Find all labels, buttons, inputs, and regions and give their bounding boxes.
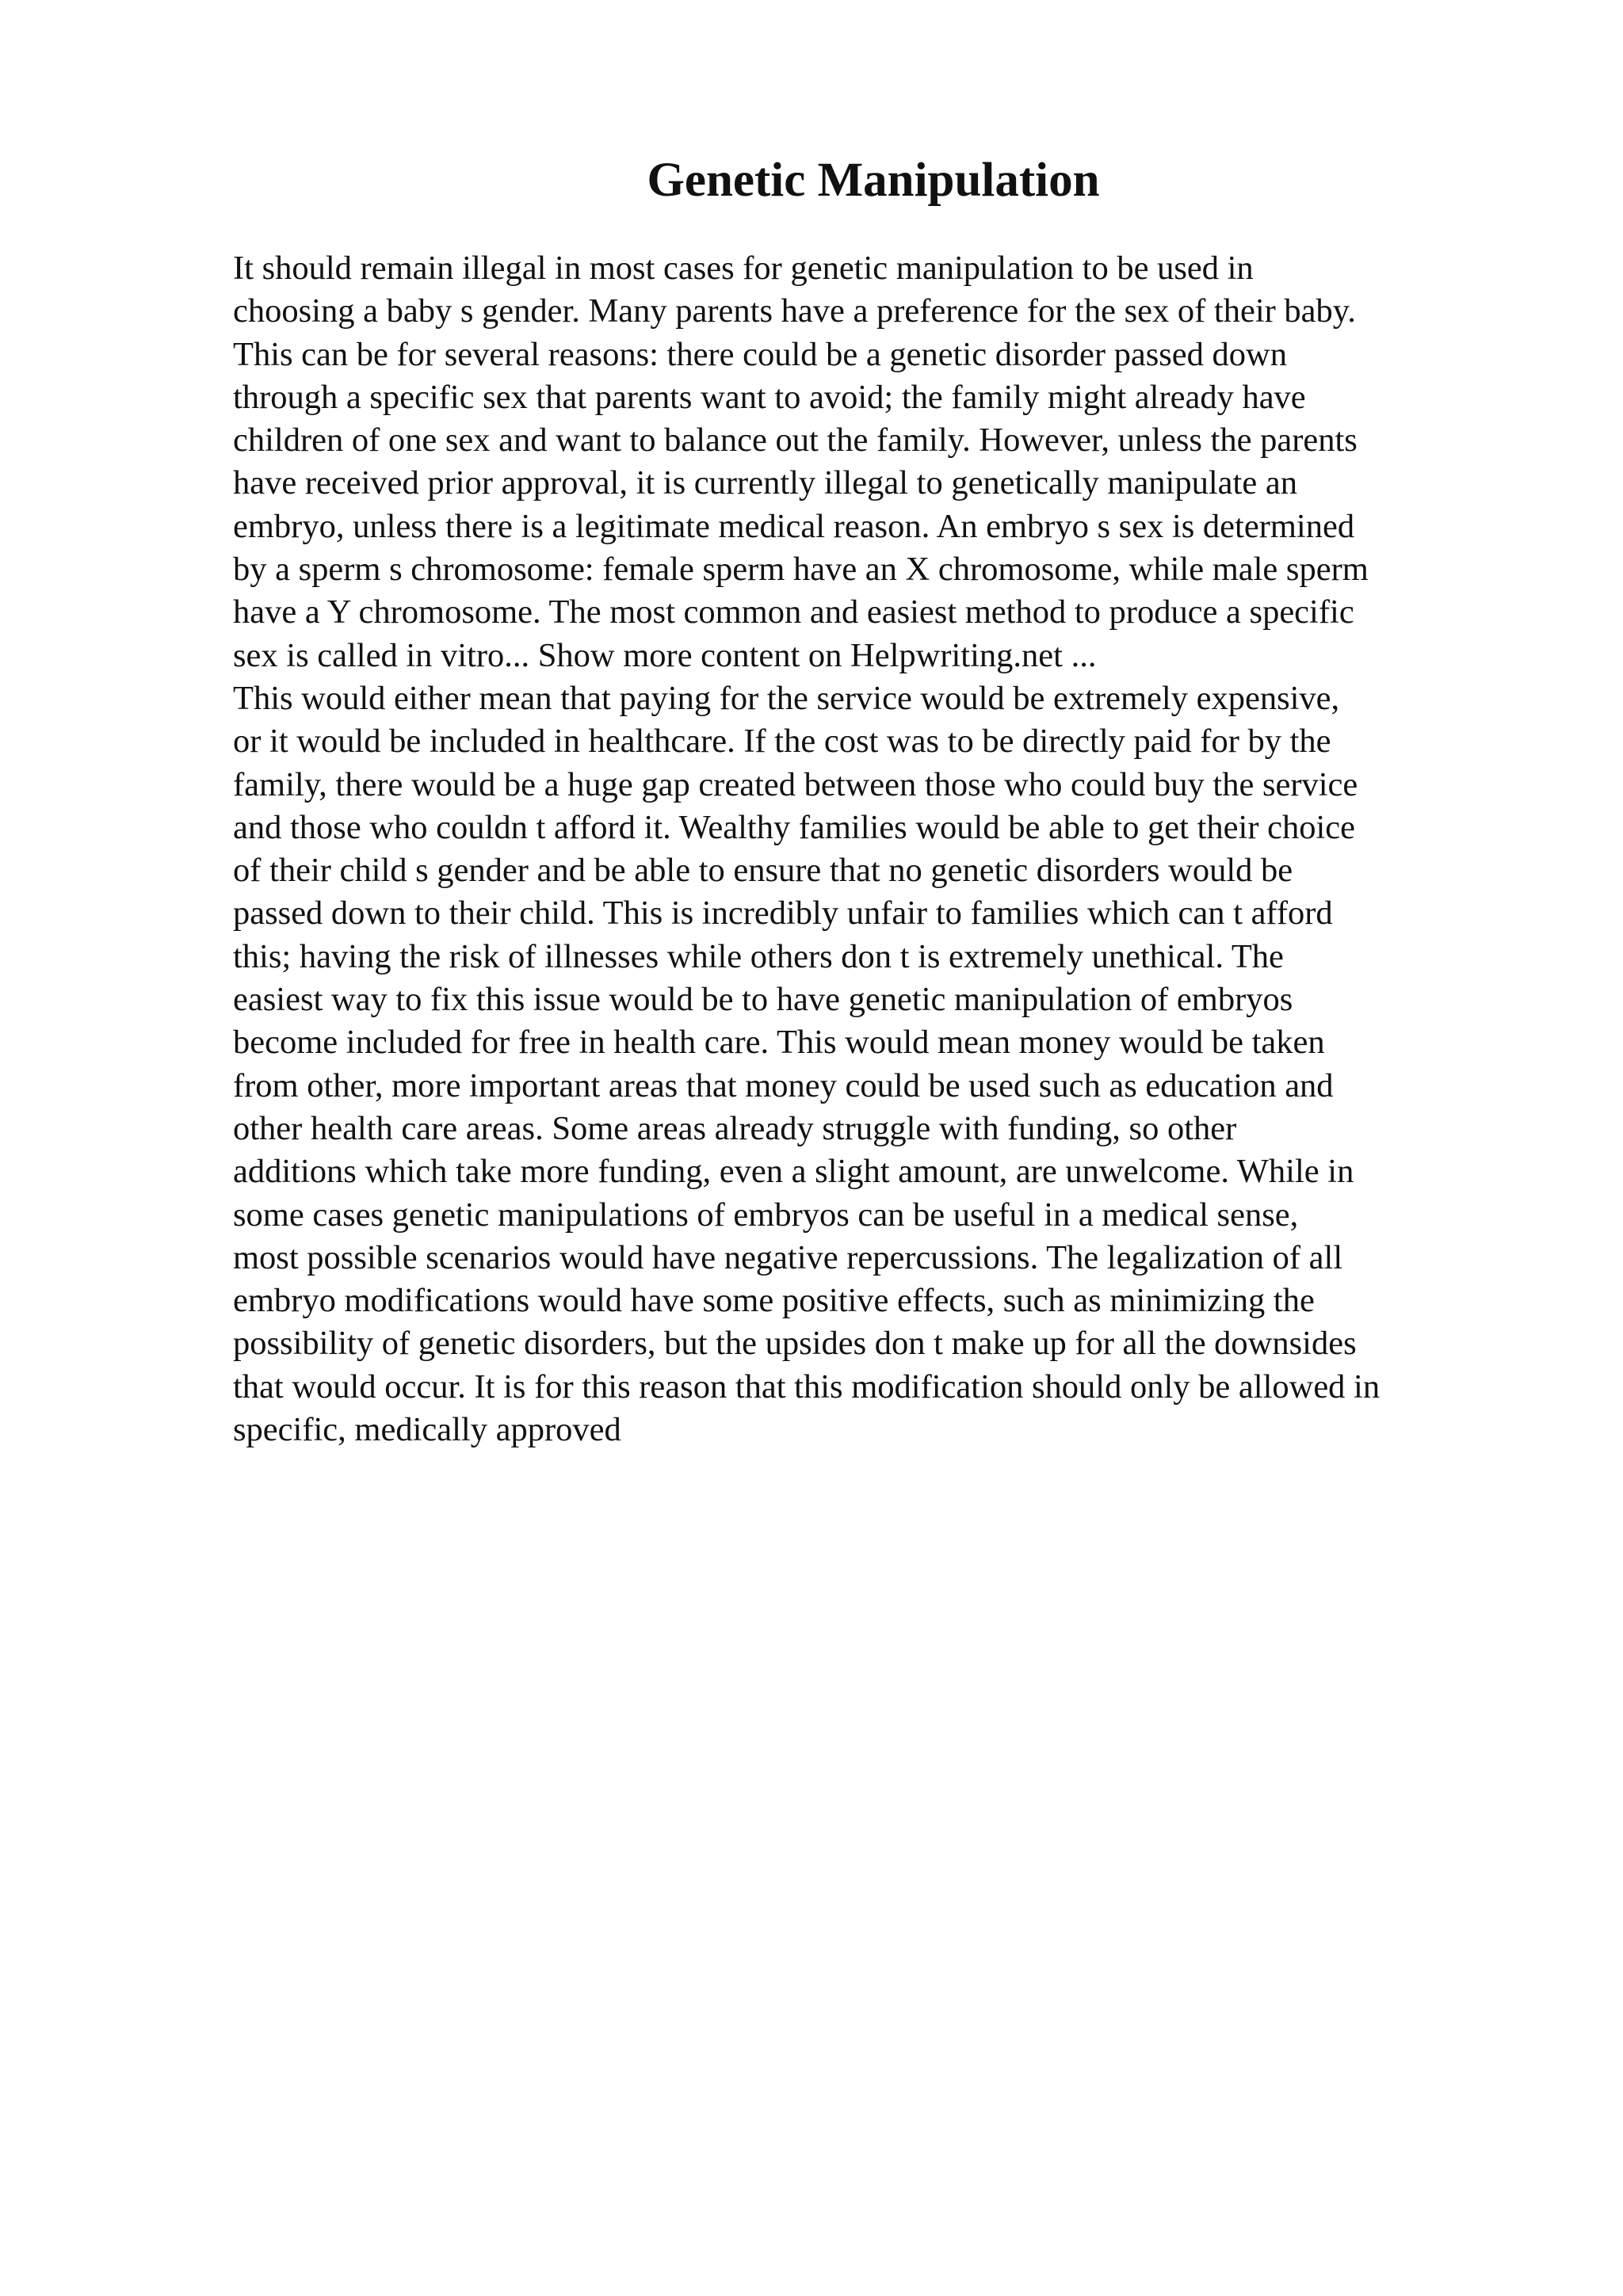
- body-line: of their child s gender and be able to ensure that no genetic disorders would be: [233, 852, 1293, 890]
- body-line: or it would be included in healthcare. If the cost was to be directly paid for by the: [233, 723, 1331, 761]
- body-line: embryo, unless there is a legitimate medical reason. An embryo s sex is determined: [233, 507, 1355, 545]
- body-line: by a sperm s chromosome: female sperm have an X chromosome, while male sperm: [233, 551, 1369, 589]
- body-line: This can be for several reasons: there could be a genetic disorder passed down: [233, 335, 1287, 373]
- body-line: become included for free in health care. This would mean money would be taken: [233, 1024, 1325, 1062]
- body-line: specific, medically approved: [233, 1411, 621, 1449]
- body-line: have a Y chromosome. The most common and easiest method to produce a specific: [233, 593, 1354, 631]
- body-line: possibility of genetic disorders, but the upsides don t make up for all the downsides: [233, 1325, 1357, 1363]
- body-line: that would occur. It is for this reason that this modification should only be allowed in: [233, 1367, 1381, 1405]
- body-line: embryo modifications would have some positive effects, such as minimizing the: [233, 1282, 1315, 1320]
- body-line: choosing a baby s gender. Many parents have a preference for the sex of their baby.: [233, 292, 1356, 330]
- body-line: have received prior approval, it is currently illegal to genetically manipulate an: [233, 464, 1297, 502]
- body-line: sex is called in vitro... Show more content on Helpwriting.net ...: [233, 636, 1097, 674]
- body-line: from other, more important areas that money could be used such as education and: [233, 1066, 1334, 1104]
- body-line: additions which take more funding, even a slight amount, are unwelcome. While in: [233, 1153, 1354, 1191]
- body-line: It should remain illegal in most cases for genetic manipulation to be used in: [233, 250, 1254, 287]
- body-line: this; having the risk of illnesses while others don t is extremely unethical. The: [233, 937, 1284, 975]
- body-line: passed down to their child. This is incredibly unfair to families which can t afford: [233, 894, 1333, 933]
- document-body: [233, 247, 1533, 1451]
- body-line: through a specific sex that parents want to avoid; the family might already have: [233, 378, 1306, 416]
- body-line: children of one sex and want to balance out the family. However, unless the parents: [233, 421, 1358, 460]
- body-line: other health care areas. Some areas already struggle with funding, so other: [233, 1109, 1237, 1147]
- body-line: family, there would be a huge gap created between those who could buy the service: [233, 765, 1358, 803]
- body-line: and those who couldn t afford it. Wealthy families would be able to get their choice: [233, 808, 1356, 846]
- body-line: easiest way to fix this issue would be to have genetic manipulation of embryos: [233, 981, 1293, 1019]
- document-title: Genetic Manipulation: [647, 154, 1100, 207]
- body-line: some cases genetic manipulations of embryos can be useful in a medical sense,: [233, 1196, 1299, 1234]
- body-line: most possible scenarios would have negative repercussions. The legalization of all: [233, 1238, 1343, 1276]
- body-line: This would either mean that paying for the service would be extremely expensive,: [233, 679, 1340, 717]
